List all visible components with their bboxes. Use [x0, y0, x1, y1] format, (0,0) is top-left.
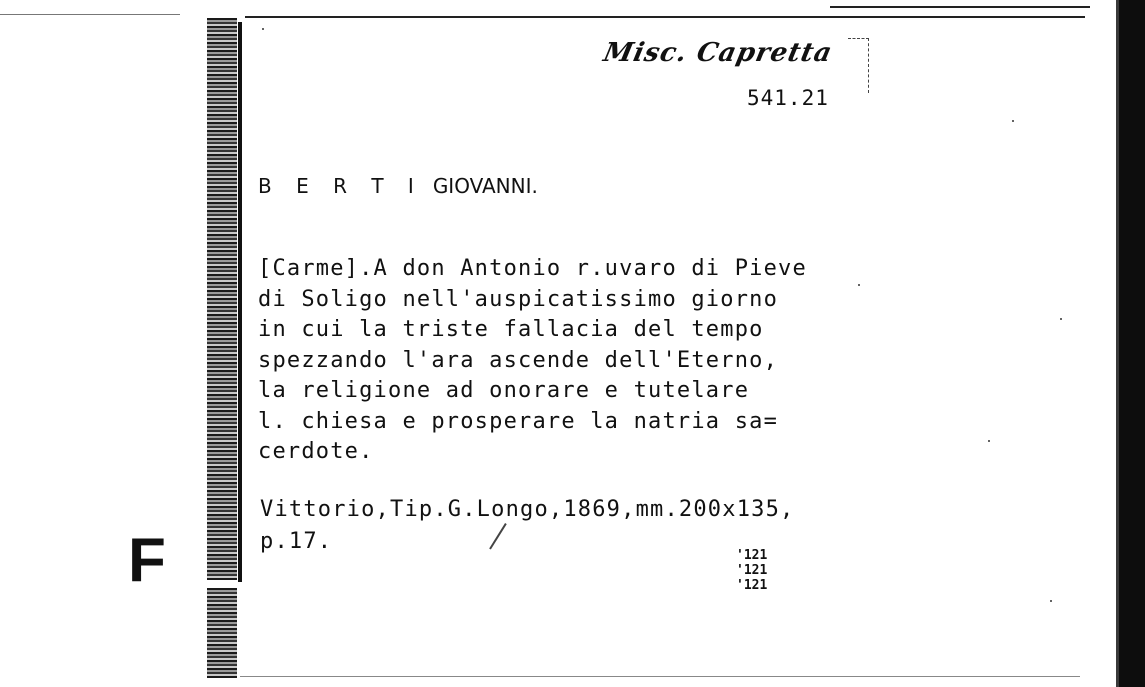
top-scan-line [245, 16, 1085, 18]
author-surname: B E R T I [258, 174, 423, 198]
description-line: in cui la triste fallacia del tempo [258, 317, 764, 342]
small-number-stamp: '121 '121 '121 [736, 548, 768, 593]
author-heading [258, 174, 538, 198]
description-line: di Soligo nell'auspicatissimo giorno [258, 286, 779, 312]
right-edge-bar [1119, 0, 1145, 687]
author-given-name: GIOVANNI. [432, 174, 538, 198]
description-line: cerdote. [258, 439, 374, 464]
scan-speck [1012, 120, 1014, 122]
description-line: la religione ad onorare e tutelare [258, 378, 750, 403]
scan-speck [262, 28, 264, 30]
scan-speck [1060, 318, 1062, 320]
description-line: spezzando l'ara ascende dell'Eterno, [258, 347, 779, 373]
section-letter: F [128, 526, 166, 595]
scan-speck [988, 440, 990, 442]
top-right-scan-line [830, 6, 1090, 8]
scan-speck [858, 284, 860, 286]
call-number: 541.21 [747, 86, 829, 110]
description-line: [Carme].A don Antonio r.uvaro di Pieve [258, 256, 807, 281]
title-description [258, 254, 878, 468]
description-line: l. chiesa e prosperare la natria sa= [258, 408, 779, 434]
card-left-border [238, 22, 242, 582]
torn-card-edge-lower [207, 588, 237, 678]
scan-speck [1050, 600, 1052, 602]
imprint-line: Vittorio,Tip.G.Longo,1869,mm.200x135, [260, 497, 795, 522]
bottom-scan-line [240, 676, 1080, 677]
stamp-corner-mark [848, 38, 869, 93]
top-left-scan-line [0, 14, 180, 15]
imprint-line: p.17. [260, 529, 333, 554]
collection-stamp: Misc. Capretta [600, 38, 836, 68]
imprint [260, 494, 794, 558]
torn-card-edge [207, 18, 237, 580]
